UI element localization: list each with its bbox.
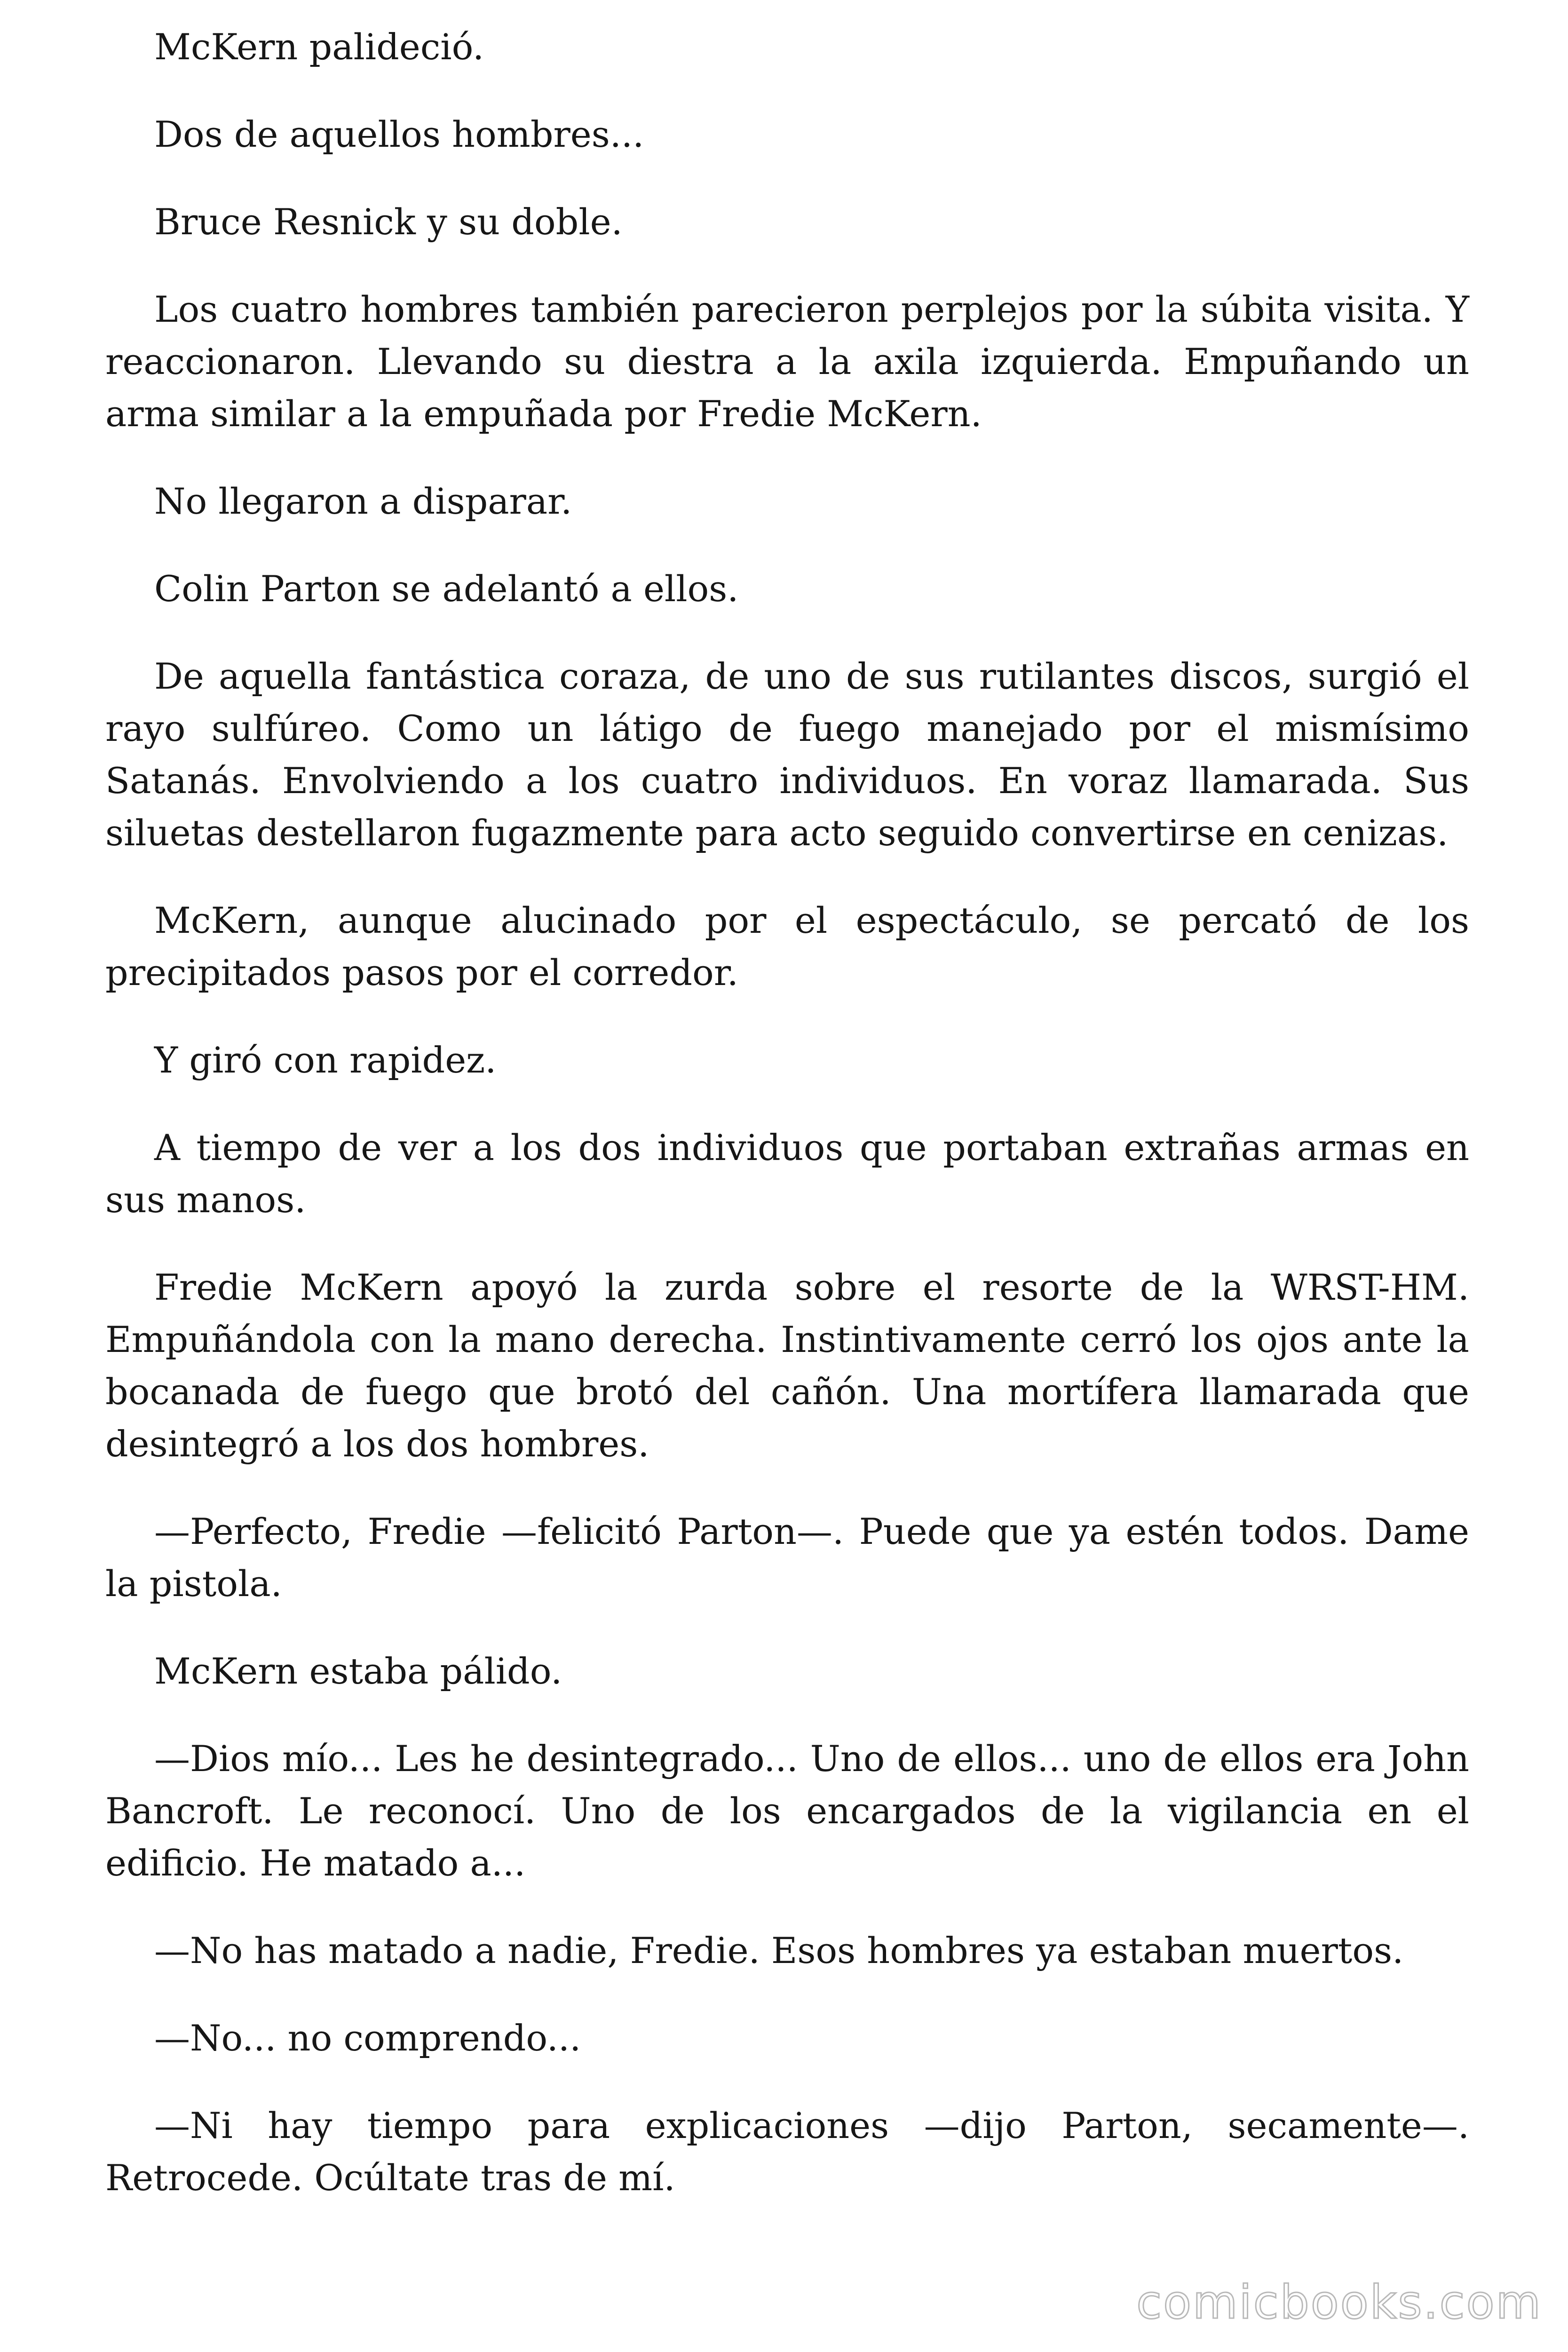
- paragraph: Dos de aquellos hombres...: [154, 113, 644, 155]
- paragraph: Bruce Resnick y su doble.: [154, 201, 623, 243]
- paragraph: —No... no comprendo...: [154, 2017, 581, 2059]
- paragraph: —Perfecto, Fredie —felicitó Parton—. Puede que ya estén todos. Dame la pistola.: [105, 1510, 1469, 1605]
- paragraph: No llegaron a disparar.: [154, 480, 572, 522]
- paragraph: McKern palideció.: [154, 26, 484, 68]
- page-body: [105, 21, 1469, 2239]
- paragraph: Fredie McKern apoyó la zurda sobre el resorte de la WRST-HM. Empuñándola con la mano derecha. Instintivamente cerró los ojos ante la bocanada de fuego que brotó del cañón. Una mortífera llamarada que desintegró a los dos hombres.: [105, 1266, 1469, 1465]
- paragraph: McKern estaba pálido.: [154, 1650, 562, 1692]
- paragraph: Los cuatro hombres también parecieron perplejos por la súbita visita. Y reaccionaron. Llevando su diestra a la axila izquierda. Empuñando un arma similar a la empuñada por Fredie McKern.: [105, 288, 1469, 435]
- paragraph: —Dios mío... Les he desintegrado... Uno de ellos... uno de ellos era John Bancroft. Le reconocí. Uno de los encargados de la vigilancia en el edificio. He matado a...: [105, 1738, 1469, 1884]
- watermark: comicbooks.com: [1136, 2276, 1542, 2329]
- paragraph: —No has matado a nadie, Fredie. Esos hombres ya estaban muertos.: [154, 1930, 1404, 1971]
- paragraph: Colin Parton se adelantó a ellos.: [154, 568, 739, 610]
- paragraph: A tiempo de ver a los dos individuos que portaban extrañas armas en sus manos.: [105, 1127, 1469, 1221]
- paragraph: —Ni hay tiempo para explicaciones —dijo Parton, secamente—. Retrocede. Ocúltate tras de mí.: [105, 2105, 1469, 2199]
- paragraph: McKern, aunque alucinado por el espectáculo, se percató de los precipitados pasos por el corredor.: [105, 899, 1469, 993]
- paragraph: De aquella fantástica coraza, de uno de sus rutilantes discos, surgió el rayo sulfúreo. Como un látigo de fuego manejado por el mismísimo Satanás. Envolviendo a los cuatro individuos. En voraz llamarada. Sus siluetas destellaron fugazmente para acto seguido convertirse en cenizas.: [105, 655, 1469, 854]
- paragraph: Y giró con rapidez.: [154, 1039, 497, 1081]
